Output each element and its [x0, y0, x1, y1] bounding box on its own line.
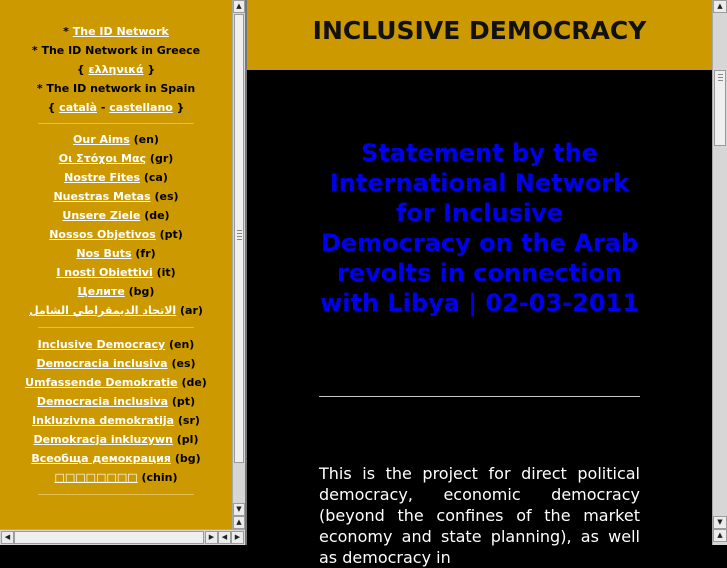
lang-code: (fr)	[135, 247, 156, 260]
aims-item-bg	[0, 282, 232, 301]
id-network-spain-label: The ID network in Spain	[46, 82, 196, 95]
democracy-item-bg	[0, 449, 232, 468]
main-content-frame	[247, 0, 712, 567]
grip-line	[237, 236, 242, 237]
grip-line	[718, 80, 723, 81]
democracy-item-pl	[0, 430, 232, 449]
aims-item-gr	[0, 149, 232, 168]
close-brace: }	[176, 101, 185, 114]
article-body: This is the project for direct political democracy, economic democracy (beyond the confines of the market economy and state planning), as well as democracy in	[319, 464, 640, 567]
nav-id-network	[0, 22, 232, 41]
democracy-item-sr	[0, 411, 232, 430]
catalan-link[interactable]: català	[59, 101, 97, 114]
democracy-item-es	[0, 354, 232, 373]
bullet: *	[31, 44, 42, 57]
nav-divider	[38, 327, 194, 328]
lang-code: (es)	[154, 190, 179, 203]
nav-spain-langs-row	[0, 98, 232, 117]
left-nav-frame	[0, 0, 232, 529]
scroll-up-arrow-icon[interactable]: ▲	[713, 0, 727, 13]
lang-code: (de)	[144, 209, 170, 222]
open-brace: {	[47, 101, 56, 114]
lang-code: (bg)	[128, 285, 155, 298]
aims-link[interactable]: الاتحاد الديمقراطي الشامل	[29, 304, 177, 317]
lang-code: (pt)	[171, 395, 196, 408]
left-scroll-thumb[interactable]	[234, 14, 244, 463]
left-nav-content	[0, 0, 232, 495]
site-title: INCLUSIVE DEMOCRACY	[312, 16, 647, 45]
scroll-up-arrow-icon[interactable]: ▲	[233, 516, 245, 529]
lang-code: (chin)	[141, 471, 178, 484]
lang-code: (it)	[156, 266, 176, 279]
lang-code: (es)	[171, 357, 196, 370]
lang-code: (sr)	[177, 414, 200, 427]
aims-item-ca	[0, 168, 232, 187]
nav-divider	[38, 123, 194, 124]
aims-item-it	[0, 263, 232, 282]
democracy-link[interactable]: Demokracja inkluzywn	[33, 433, 173, 446]
aims-item-pt	[0, 225, 232, 244]
democracy-item-en	[0, 335, 232, 354]
grip-line	[718, 74, 723, 75]
id-network-link[interactable]: The ID Network	[72, 25, 169, 38]
democracy-link[interactable]: □□□□□□□□	[54, 471, 138, 484]
bullet: *	[63, 25, 73, 38]
democracy-item-pt	[0, 392, 232, 411]
aims-link[interactable]: Nostre Fites	[64, 171, 140, 184]
nav-greek-row	[0, 60, 232, 79]
democracy-link[interactable]: Democracia inclusiva	[36, 395, 169, 408]
main-scroll-thumb[interactable]	[714, 70, 726, 146]
lang-code: (pl)	[176, 433, 199, 446]
scroll-down-arrow-icon[interactable]: ▼	[713, 516, 727, 529]
democracy-link[interactable]: Всеобща демокрация	[31, 452, 171, 465]
aims-link[interactable]: I nosti Obiettivi	[56, 266, 153, 279]
left-vertical-scrollbar[interactable]	[232, 0, 245, 529]
main-vertical-scrollbar[interactable]	[712, 0, 727, 545]
aims-link[interactable]: Οι Στόχοι Μας	[58, 152, 147, 165]
id-network-greece-label: The ID Network in Greece	[41, 44, 201, 57]
scroll-up-arrow-icon[interactable]: ▲	[713, 529, 727, 542]
lang-code: (en)	[168, 338, 195, 351]
scroll-up-arrow-icon[interactable]: ▲	[233, 0, 245, 13]
open-brace: {	[76, 63, 85, 76]
lang-code: (gr)	[149, 152, 174, 165]
greek-link[interactable]: ελληνικά	[88, 63, 144, 76]
close-brace: }	[147, 63, 156, 76]
header-band	[247, 0, 712, 70]
scroll-right-arrow-icon[interactable]: ▶	[231, 531, 244, 544]
grip-line	[237, 230, 242, 231]
scroll-right-arrow-icon[interactable]: ▶	[205, 531, 218, 544]
lang-code: (en)	[133, 133, 159, 146]
aims-item-ar	[0, 301, 232, 320]
lang-code: (pt)	[159, 228, 183, 241]
aims-item-de	[0, 206, 232, 225]
nav-id-network-spain	[0, 79, 232, 98]
castellano-link[interactable]: castellano	[109, 101, 173, 114]
lang-code: (ar)	[180, 304, 203, 317]
democracy-link[interactable]: Democracia inclusiva	[36, 357, 168, 370]
aims-link[interactable]: Nossos Objetivos	[49, 228, 156, 241]
lang-code: (ca)	[143, 171, 168, 184]
separator: -	[100, 101, 106, 114]
democracy-list	[0, 335, 232, 487]
lang-code: (bg)	[174, 452, 201, 465]
article-headline[interactable]: Statement by the International Network for Inclusive Democracy on the Arab revolts in connection with Libya | 02-03-2011	[320, 139, 639, 317]
aims-link[interactable]: Our Aims	[73, 133, 130, 146]
left-h-scroll-thumb[interactable]	[14, 531, 204, 544]
bullet: *	[36, 82, 47, 95]
nav-divider	[38, 494, 194, 495]
scroll-left-arrow-icon[interactable]: ◀	[1, 531, 14, 544]
grip-line	[718, 77, 723, 78]
democracy-link[interactable]: Inclusive Democracy	[37, 338, 166, 351]
democracy-item-chin	[0, 468, 232, 487]
aims-link[interactable]: Nos Buts	[76, 247, 132, 260]
left-horizontal-scrollbar[interactable]	[0, 529, 245, 545]
democracy-link[interactable]: Inkluzivna demokratija	[32, 414, 175, 427]
aims-item-en	[0, 130, 232, 149]
aims-link[interactable]: Unsere Ziele	[62, 209, 141, 222]
aims-link[interactable]: Nuestras Metas	[53, 190, 151, 203]
aims-list	[0, 130, 232, 320]
horizontal-rule	[319, 396, 640, 397]
grip-line	[237, 239, 242, 240]
nav-id-network-greece	[0, 41, 232, 60]
scroll-down-arrow-icon[interactable]: ▼	[233, 503, 245, 516]
aims-link[interactable]: Целите	[77, 285, 125, 298]
lang-code: (de)	[181, 376, 207, 389]
aims-item-es	[0, 187, 232, 206]
democracy-link[interactable]: Umfassende Demokratie	[25, 376, 178, 389]
scroll-left-arrow-icon[interactable]: ◀	[218, 531, 231, 544]
grip-line	[237, 233, 242, 234]
democracy-item-de	[0, 373, 232, 392]
aims-item-fr	[0, 244, 232, 263]
